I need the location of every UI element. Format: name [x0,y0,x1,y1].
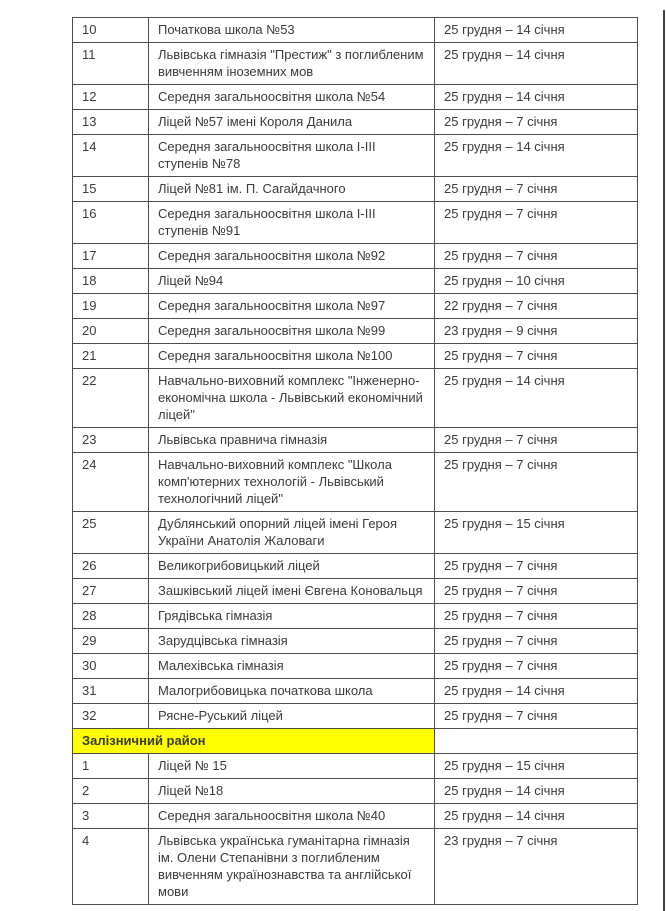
table-row [73,43,638,85]
vacation-dates-cell: 22 грудня – 7 січня [435,294,638,319]
table-row [73,654,638,679]
vacation-dates-cell: 25 грудня – 14 січня [435,85,638,110]
table-row [73,579,638,604]
school-name-cell: Великогрибовицький ліцей [149,554,435,579]
vacation-dates-cell: 25 грудня – 14 січня [435,804,638,829]
school-name-cell: Рясне-Руський ліцей [149,704,435,729]
vacation-dates-cell: 25 грудня – 15 січня [435,754,638,779]
vacation-dates-cell: 25 грудня – 7 січня [435,554,638,579]
school-name-cell: Середня загальноосвітня школа №92 [149,244,435,269]
vacation-dates-cell: 25 грудня – 7 січня [435,453,638,512]
table-row [73,269,638,294]
table-row [73,453,638,512]
row-number-cell: 23 [73,428,149,453]
school-name-cell: Навчально-виховний комплекс "Інженерно-економічна школа - Львівський економічний ліцей" [149,369,435,428]
row-number-cell: 10 [73,18,149,43]
vacation-dates-cell: 25 грудня – 15 січня [435,512,638,554]
schools-vacation-table [72,17,638,905]
school-name-cell: Львівська гімназія "Престиж" з поглибленим вивченням іноземних мов [149,43,435,85]
vacation-dates-cell: 25 грудня – 7 січня [435,604,638,629]
vacation-dates-cell: 25 грудня – 7 січня [435,344,638,369]
school-name-cell: Грядівська гімназія [149,604,435,629]
row-number-cell: 4 [73,829,149,905]
row-number-cell: 24 [73,453,149,512]
table-row [73,754,638,779]
table-row [73,679,638,704]
row-number-cell: 17 [73,244,149,269]
table-row [73,177,638,202]
row-number-cell: 15 [73,177,149,202]
schools-table-body [73,18,638,905]
school-name-cell: Ліцей № 15 [149,754,435,779]
district-section-row [73,729,638,754]
table-row [73,135,638,177]
row-number-cell: 11 [73,43,149,85]
school-name-cell: Малогрибовицька початкова школа [149,679,435,704]
school-name-cell: Середня загальноосвітня школа I-III ступенів №78 [149,135,435,177]
vacation-dates-cell: 25 грудня – 14 січня [435,135,638,177]
school-name-cell: Львівська українська гуманітарна гімназія ім. Олени Степанівни з поглибленим вивченням українознавства та англійської мови [149,829,435,905]
page-right-border [663,10,665,911]
vacation-dates-cell: 25 грудня – 14 січня [435,43,638,85]
table-row [73,554,638,579]
row-number-cell: 27 [73,579,149,604]
table-row [73,369,638,428]
school-name-cell: Ліцей №57 імені Короля Данила [149,110,435,135]
school-name-cell: Початкова школа №53 [149,18,435,43]
row-number-cell: 14 [73,135,149,177]
vacation-dates-cell: 25 грудня – 14 січня [435,18,638,43]
table-row [73,629,638,654]
row-number-cell: 28 [73,604,149,629]
table-row [73,319,638,344]
vacation-dates-cell: 25 грудня – 7 січня [435,579,638,604]
table-row [73,829,638,905]
vacation-dates-cell: 25 грудня – 14 січня [435,779,638,804]
table-row [73,704,638,729]
school-name-cell: Ліцей №94 [149,269,435,294]
table-row [73,244,638,269]
row-number-cell: 20 [73,319,149,344]
table-row [73,344,638,369]
school-name-cell: Ліцей №81 ім. П. Сагайдачного [149,177,435,202]
empty-dates-cell [435,729,638,754]
vacation-dates-cell: 25 грудня – 7 січня [435,629,638,654]
vacation-dates-cell: 23 грудня – 7 січня [435,829,638,905]
row-number-cell: 21 [73,344,149,369]
table-row [73,604,638,629]
table-row [73,804,638,829]
table-row [73,18,638,43]
row-number-cell: 32 [73,704,149,729]
vacation-dates-cell: 25 грудня – 10 січня [435,269,638,294]
school-name-cell: Зашківський ліцей імені Євгена Коновальця [149,579,435,604]
school-name-cell: Середня загальноосвітня школа №100 [149,344,435,369]
school-name-cell: Дублянський опорний ліцей імені Героя України Анатолія Жаловаги [149,512,435,554]
table-row [73,110,638,135]
row-number-cell: 1 [73,754,149,779]
row-number-cell: 19 [73,294,149,319]
vacation-dates-cell: 25 грудня – 7 січня [435,110,638,135]
table-row [73,779,638,804]
row-number-cell: 26 [73,554,149,579]
row-number-cell: 31 [73,679,149,704]
table-row [73,294,638,319]
school-name-cell: Середня загальноосвітня школа №54 [149,85,435,110]
row-number-cell: 30 [73,654,149,679]
row-number-cell: 2 [73,779,149,804]
school-name-cell: Ліцей №18 [149,779,435,804]
school-name-cell: Львівська правнича гімназія [149,428,435,453]
row-number-cell: 25 [73,512,149,554]
school-name-cell: Середня загальноосвітня школа I-III ступенів №91 [149,202,435,244]
vacation-dates-cell: 25 грудня – 7 січня [435,244,638,269]
row-number-cell: 16 [73,202,149,244]
vacation-dates-cell: 25 грудня – 7 січня [435,704,638,729]
district-section-header: Залізничний район [73,729,435,754]
row-number-cell: 29 [73,629,149,654]
table-row [73,85,638,110]
vacation-dates-cell: 25 грудня – 14 січня [435,679,638,704]
vacation-dates-cell: 25 грудня – 7 січня [435,177,638,202]
vacation-dates-cell: 25 грудня – 7 січня [435,428,638,453]
school-name-cell: Малехівська гімназія [149,654,435,679]
table-row [73,202,638,244]
row-number-cell: 3 [73,804,149,829]
school-name-cell: Середня загальноосвітня школа №40 [149,804,435,829]
school-name-cell: Середня загальноосвітня школа №97 [149,294,435,319]
school-name-cell: Навчально-виховний комплекс "Школа комп'ютерних технологій - Львівський технологічний ліцей" [149,453,435,512]
school-name-cell: Середня загальноосвітня школа №99 [149,319,435,344]
vacation-dates-cell: 23 грудня – 9 січня [435,319,638,344]
row-number-cell: 22 [73,369,149,428]
vacation-dates-cell: 25 грудня – 7 січня [435,202,638,244]
row-number-cell: 12 [73,85,149,110]
table-row [73,512,638,554]
school-name-cell: Зарудцівська гімназія [149,629,435,654]
row-number-cell: 13 [73,110,149,135]
row-number-cell: 18 [73,269,149,294]
table-row [73,428,638,453]
vacation-dates-cell: 25 грудня – 14 січня [435,369,638,428]
vacation-dates-cell: 25 грудня – 7 січня [435,654,638,679]
